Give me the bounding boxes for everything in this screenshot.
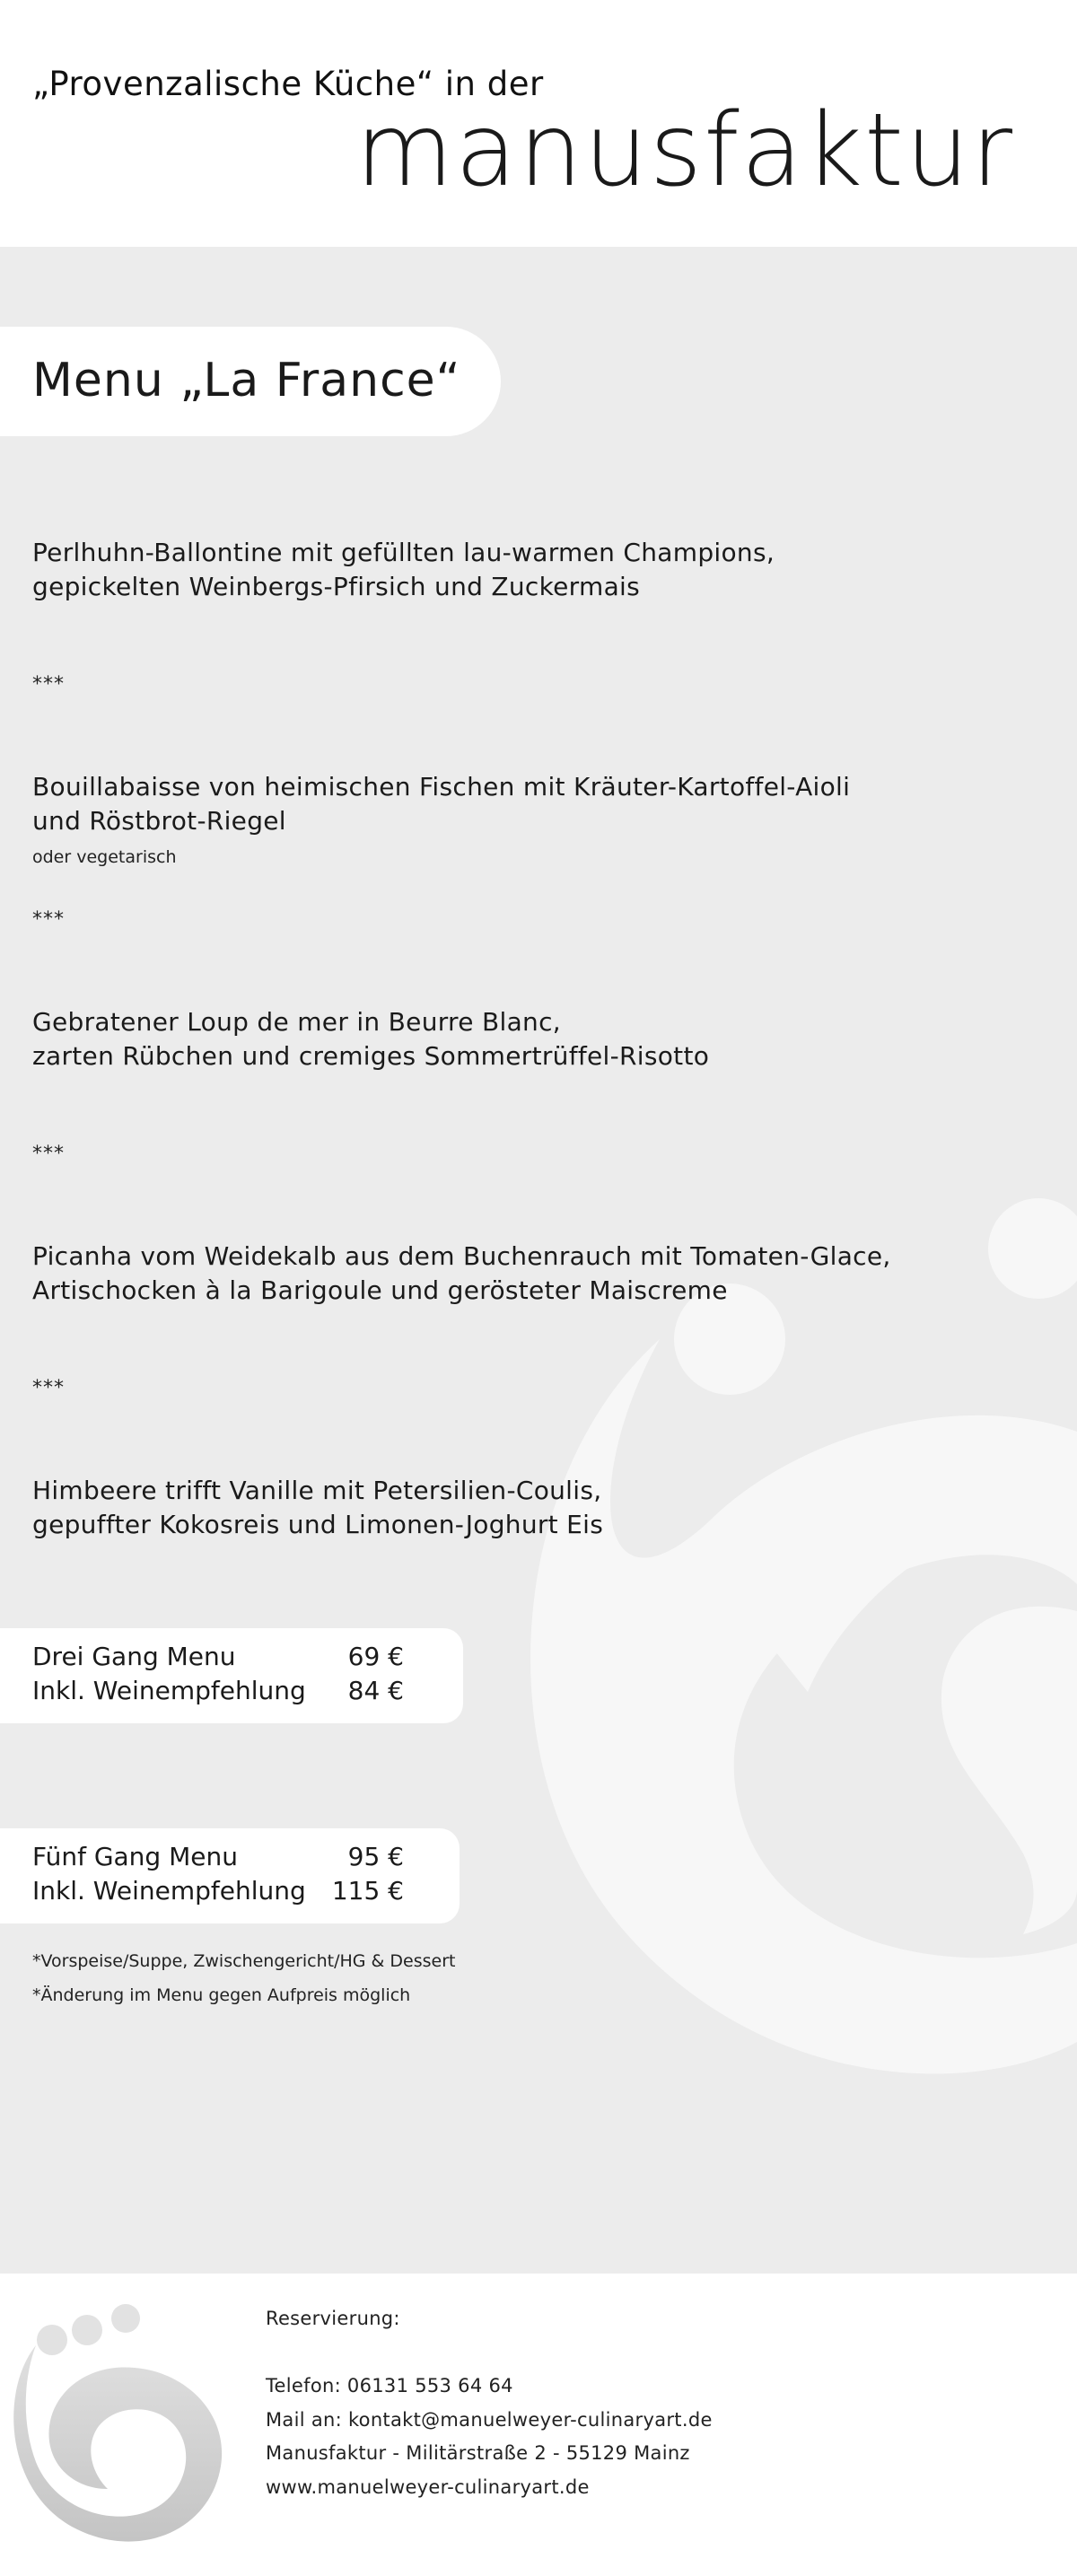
course-separator: ***	[32, 908, 65, 931]
course-3-line-1: Gebratener Loup de mer in Beurre Blanc,	[32, 1007, 561, 1037]
price-label: Drei Gang Menu	[32, 1642, 236, 1671]
course-2-line-2: und Röstbrot-Riegel	[32, 806, 286, 836]
course-separator: ***	[32, 673, 65, 696]
wine-price-label: Inkl. Weinempfehlung	[32, 1876, 306, 1906]
menu-title-pill	[0, 327, 501, 436]
course-5-line-2: gepuffter Kokosreis und Limonen-Joghurt Eis	[32, 1510, 604, 1539]
website-link[interactable]: www.manuelweyer-culinaryart.de	[266, 2476, 590, 2498]
wine-price-value: 115 €	[331, 1876, 404, 1906]
footnote-changes: *Änderung im Menu gegen Aufpreis möglich	[32, 1985, 411, 2005]
course-4-line-2: Artischocken à la Barigoule und gerösteter Maiscreme	[32, 1275, 728, 1305]
price-label: Fünf Gang Menu	[32, 1842, 238, 1871]
footnote-courses: *Vorspeise/Suppe, Zwischengericht/HG & Dessert	[32, 1951, 456, 1971]
course-4-line-1: Picanha vom Weidekalb aus dem Buchenrauch mit Tomaten-Glace,	[32, 1241, 891, 1271]
course-separator: ***	[32, 1143, 65, 1165]
brand-logo-text: manusfaktur	[355, 92, 1014, 209]
header	[0, 0, 1077, 247]
email-contact[interactable]: Mail an: kontakt@manuelweyer-culinaryart.de	[266, 2409, 713, 2431]
course-5-line-1: Himbeere trifft Vanille mit Petersilien-Coulis,	[32, 1476, 602, 1505]
wine-price-value: 84 €	[347, 1676, 404, 1705]
wine-price-label: Inkl. Weinempfehlung	[32, 1676, 306, 1705]
phone-number: Telefon: 06131 553 64 64	[266, 2375, 513, 2396]
price-value: 95 €	[347, 1842, 404, 1871]
footer-logo-icon	[0, 2291, 233, 2561]
menu-title: Menu „La France“	[32, 354, 461, 407]
course-3-line-2: zarten Rübchen und cremiges Sommertrüffel-Risotto	[32, 1041, 710, 1071]
course-2-line-1: Bouillabaisse von heimischen Fischen mit Kräuter-Kartoffel-Aioli	[32, 772, 851, 802]
reservation-label: Reservierung:	[266, 2308, 400, 2329]
course-1-line-2: gepickelten Weinbergs-Pfirsich und Zuckermais	[32, 572, 640, 601]
address-text: Manusfaktur - Militärstraße 2 - 55129 Mainz	[266, 2442, 690, 2464]
footer	[0, 2274, 1077, 2576]
course-separator: ***	[32, 1377, 65, 1399]
menu-panel	[0, 247, 1077, 2274]
price-box-three-course	[0, 1628, 463, 1723]
price-box-five-course	[0, 1828, 460, 1923]
course-1-line-1: Perlhuhn-Ballontine mit gefüllten lau-warmen Champions,	[32, 538, 775, 567]
course-2-note: oder vegetarisch	[32, 847, 177, 867]
price-value: 69 €	[347, 1642, 404, 1671]
header-subtitle: „Provenzalische Küche“ in der	[32, 65, 544, 103]
